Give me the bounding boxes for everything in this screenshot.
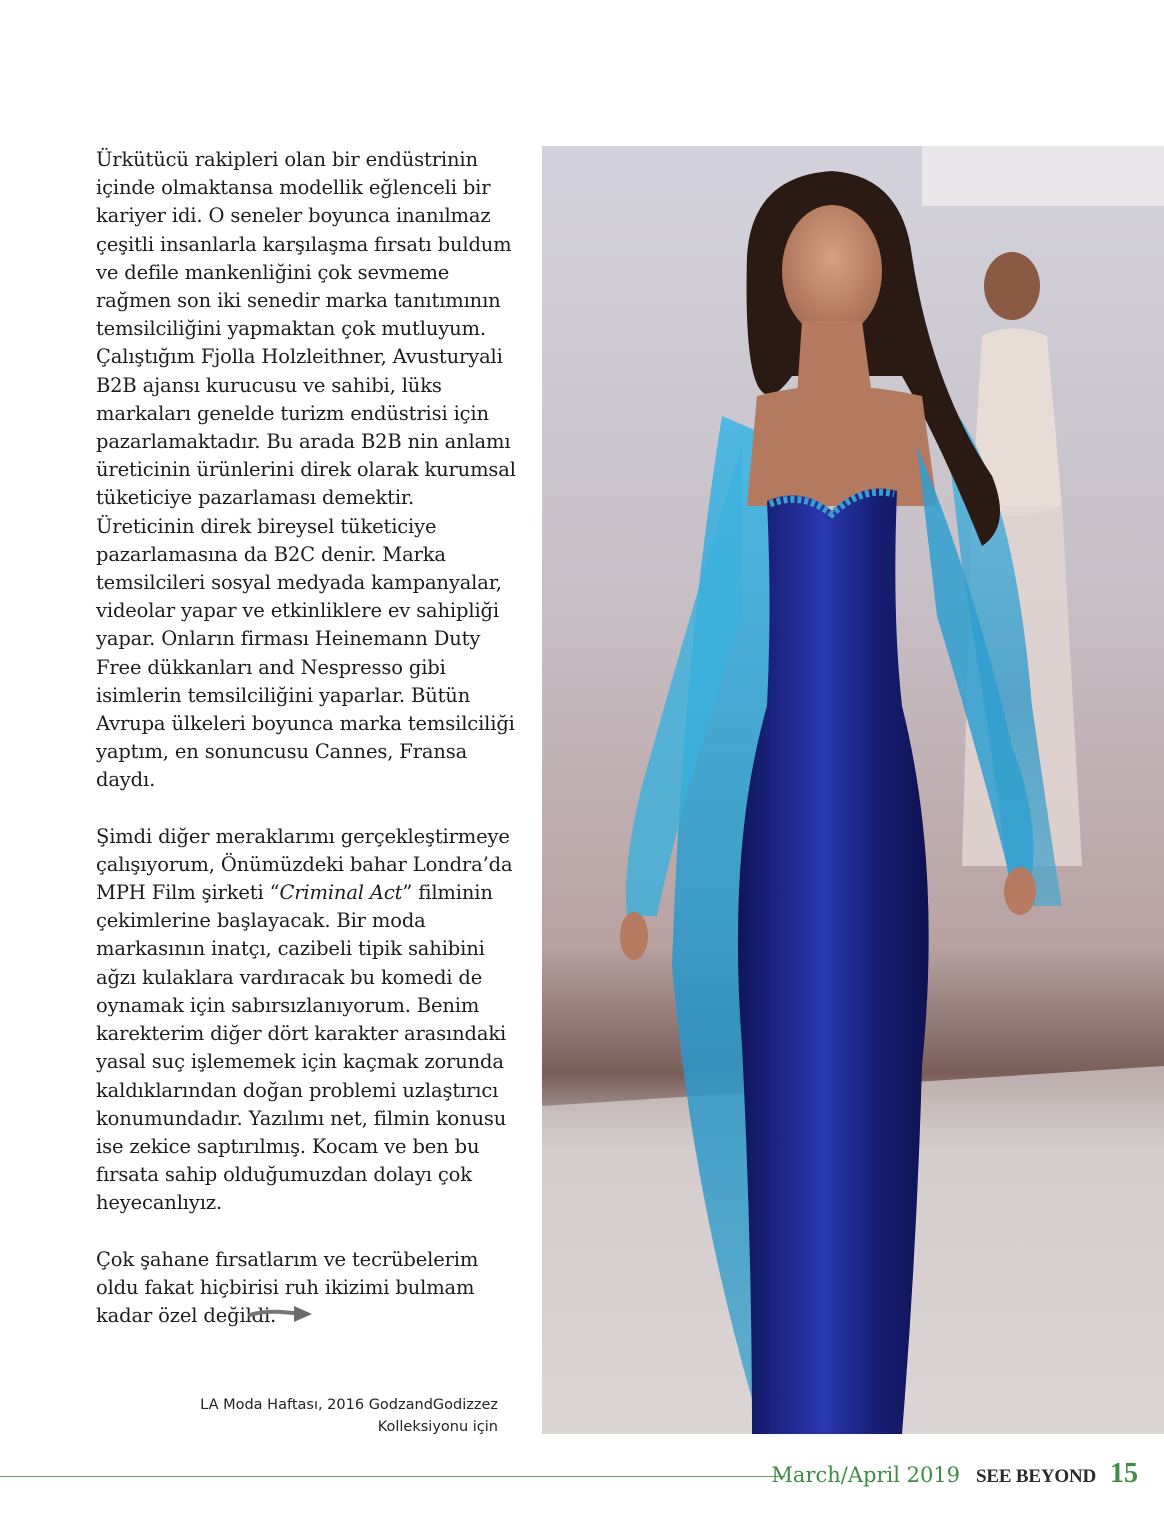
caption-line-1: LA Moda Haftası, 2016 GodzandGodizzez [200,1397,498,1413]
issue-date: March/April 2019 [771,1463,961,1487]
page-number: 15 [1110,1458,1138,1489]
article-body [96,146,516,1330]
article-paragraph-1: Ürkütücü rakipleri olan bir endüstrinin içinde olmaktansa modellik eğlenceli bir kariyer idi. O seneler boyunca inanılmaz çeşitli insanlarla karşılaşma fırsatı buldum ve defile mankenliğini çok sevmeme rağmen son iki senedir marka tanıtımının temsilciliğini yapmaktan çok mutluyum. Çalıştığım Fjolla Holzleithner, Avusturyali B2B ajansı kurucusu ve sahibi, lüks markaları genelde turizm endüstrisi için pazarlamaktadır. Bu arada B2B nin anlamı üreticinin ürünlerini direk olarak kurumsal tüketiciye pazarlaması demektir. Üreticinin direk bireysel tüketiciye pazarlamasına da B2C denir. Marka temsilcileri sosyal medyada kampanyalar, videolar yapar ve etkinliklere ev sahipliği yapar. Onların firması Heinemann Duty Free dükkanları and Nespresso gibi isimlerin temsilciliğini yaparlar. Bütün Avrupa ülkeleri boyunca marka temsilciliği yaptım, en sonuncusu Cannes, Fransa daydı. [96,148,516,792]
caption-line-2: Kolleksiyonu için [377,1419,498,1435]
footer-rule [0,1476,785,1477]
paragraph-2-text-start: Şimdi diğer meraklarımı gerçekleştirmeye çalışıyorum, Önümüzdeki bahar Londra’da MPH Film şirketi “ [96,824,513,905]
paragraph-2-text-end: ” filminin çekimlerine başlayacak. Bir moda markasının inatçı, cazibeli tipik sahibini ağzı kulaklara vardıracak bu komedi de oynamak için sabırsızlanıyorum. Benim karekterim diğer dört karakter arasındaki yasal suç işlememek için kaçmak zorunda kaldıklarından doğan problemi uzlaştırıcı konumundadır. Yazılımı net, filmin konusu ise zekice saptırılmış. Kocam ve ben bu fırsata sahip olduğumuzdan dolayı çok heyecanlıyız. [96,881,507,1215]
article-paragraph-2 [96,823,516,1218]
magazine-brand: SEE BEYOND [976,1466,1096,1487]
runway-model-photo [542,146,1164,1434]
page-footer [771,1458,1138,1494]
photo-caption [150,1394,498,1438]
film-title: Criminal Act [279,881,403,905]
arrow-right-icon[interactable] [248,1302,318,1326]
article-paragraph-3: Çok şahane fırsatlarım ve tecrübelerim oldu fakat hiçbirisi ruh ikizimi bulmam kadar özel değildi. [96,1247,479,1327]
